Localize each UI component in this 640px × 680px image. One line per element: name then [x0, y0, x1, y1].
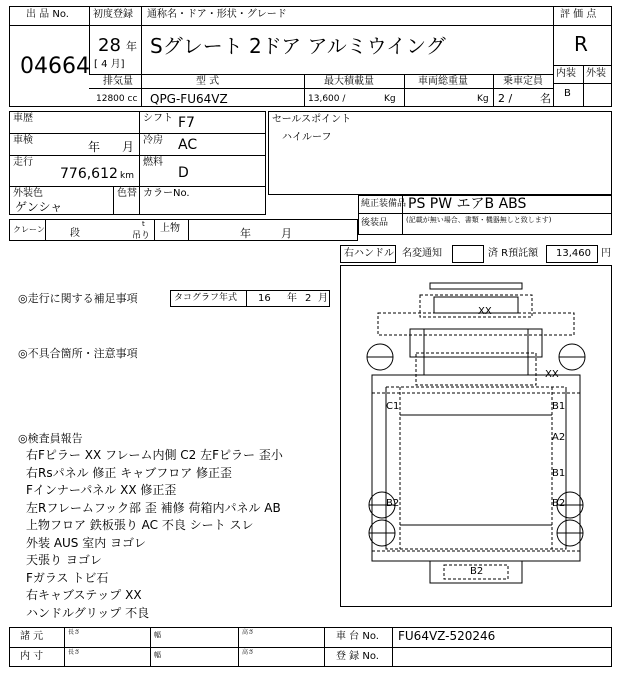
reg-label: 初度登録 — [93, 9, 133, 20]
name-change-label: 名変通知 — [402, 248, 442, 259]
report-line: Fインナーパネル XX 修正歪 — [26, 483, 177, 497]
name-change-box — [452, 245, 484, 263]
tacho-year-unit: 年 — [287, 293, 297, 304]
color-no-label: 色替 — [117, 188, 137, 199]
equipment-label: 純正装備品 — [361, 199, 407, 209]
report-line: 右Rsパネル 修正 キャブフロア 修正歪 — [26, 465, 233, 480]
mark-left-rear: B2 — [386, 498, 400, 509]
length-label: 長さ — [68, 629, 81, 636]
naigai-label: 内 寸 — [20, 651, 44, 662]
mark-cab-front: XX — [478, 306, 492, 317]
capacity-label: 乗車定員 — [503, 76, 543, 87]
inspection-month: 月 — [122, 140, 135, 154]
max-load-label: 最大積載量 — [324, 76, 374, 87]
report-line: 右キャブステップ XX — [26, 588, 142, 602]
upper-year: 年 — [240, 227, 251, 240]
inspector-label: ◎検査員報告 — [18, 432, 83, 445]
eval-label: 評 価 点 — [560, 9, 597, 20]
sales-point-label: セールスポイント — [272, 114, 352, 125]
fuel: D — [178, 165, 189, 181]
reg-year-unit: 年 — [126, 40, 137, 53]
mark-right-front: XX — [545, 369, 559, 380]
max-load-unit: Kg — [384, 94, 396, 104]
handle: 右ハンドル — [344, 248, 394, 259]
report-line: 上物フロア 鉄板張り AC 不良 シート スレ — [26, 518, 254, 532]
width-label: 幅 — [154, 631, 161, 639]
truck-outline — [340, 265, 612, 607]
inspector-report — [26, 446, 283, 621]
mileage-label: 走行 — [13, 157, 33, 168]
ac: AC — [178, 137, 198, 153]
displacement: 12800 cc — [96, 94, 138, 104]
report-line: 右Fピラー XX フレーム内側 C2 左Fピラー 歪小 — [26, 448, 283, 462]
tacho-label: タコグラフ年式 — [174, 293, 238, 303]
history-label: 車歴 — [13, 113, 33, 124]
recycle-label: 済 R預託額 — [488, 248, 539, 259]
length-label-2: 長さ — [68, 649, 81, 656]
tacho-month: 2 — [305, 293, 312, 304]
color-label: 外装色 — [13, 188, 43, 199]
aftermarket-note: (記載が無い場合、書類・機器無しと致します) — [406, 216, 552, 224]
mark-right-side-top: B1 — [552, 401, 566, 412]
report-line: 左Rフレームフック部 歪 補修 荷箱内パネル AB — [26, 500, 281, 515]
aftermarket-label: 後装品 — [361, 218, 389, 228]
mileage-unit: km — [120, 171, 134, 181]
shoryo-label: 諸 元 — [20, 631, 44, 642]
shift: F7 — [178, 115, 195, 131]
upper-month: 月 — [281, 227, 292, 240]
tacho-year: 16 — [258, 293, 271, 304]
sales-point: ハイルーフ — [282, 132, 332, 143]
mark-rear: B2 — [470, 566, 484, 577]
max-load: 13,600 / — [308, 94, 346, 104]
tacho-month-unit: 月 — [318, 293, 328, 304]
reg-no-label: 登 録 No. — [336, 651, 379, 662]
mileage: 776,612 — [60, 166, 118, 182]
height-label-2: 高さ — [242, 649, 255, 656]
gross-weight-label: 車両総重量 — [418, 76, 468, 87]
mark-left-side: C1 — [386, 401, 400, 412]
report-line: Fガラス トビ石 — [26, 570, 109, 585]
defects-label: ◎不具合箇所・注意事項 — [18, 347, 138, 360]
color: ゲンシャ — [15, 200, 63, 214]
gross-unit: Kg — [477, 94, 489, 104]
model-name: Sグレート 2ドア アルミウイング — [150, 34, 446, 58]
model-code: QPG-FU64VZ — [150, 92, 228, 106]
fuel-label: 燃料 — [143, 157, 163, 168]
mark-right-side-mid: A2 — [552, 432, 566, 443]
crane-ton: t — [142, 220, 145, 228]
driving-label: ◎走行に関する補足事項 — [18, 292, 138, 305]
chassis-label: 車 台 No. — [336, 631, 379, 642]
lot-label: 出 品 No. — [26, 9, 69, 20]
lot-number: 04664 — [20, 54, 90, 79]
reg-month: [ 4 月] — [94, 59, 125, 70]
interior-label: 内装 — [556, 68, 576, 79]
crane-stage: 段 — [70, 228, 80, 239]
height-label: 高さ — [242, 629, 255, 636]
capacity-unit: 名 — [540, 92, 551, 105]
recycle-amount: 13,460 — [556, 248, 591, 259]
inspection-year: 年 — [88, 140, 101, 154]
mark-right-side-low: B1 — [552, 468, 566, 479]
upper-label: 上物 — [160, 223, 180, 234]
equipment: PS PW エアB ABS — [408, 196, 527, 212]
model-header: 通称名・ドア・形状・グレード — [147, 9, 287, 20]
capacity: 2 / — [498, 92, 513, 105]
eval-score: R — [574, 32, 588, 56]
crane-hang: 吊り — [132, 231, 151, 241]
reg-year: 28 — [98, 35, 121, 56]
exterior-label: 外装 — [586, 68, 606, 79]
inspection-label: 車検 — [13, 135, 33, 146]
chassis: FU64VZ-520246 — [398, 629, 496, 643]
color-code-label: カラーNo. — [143, 188, 190, 199]
report-line: 天張り ヨゴレ — [26, 553, 102, 567]
width-label-2: 幅 — [154, 651, 161, 659]
model-label: 型 式 — [196, 76, 220, 87]
displacement-label: 排気量 — [103, 76, 133, 87]
interior-grade: B — [564, 88, 571, 99]
crane-label: クレーン — [13, 225, 45, 234]
ac-label: 冷房 — [143, 135, 163, 146]
mark-right-rear: B2 — [552, 498, 566, 509]
report-line: ハンドルグリップ 不良 — [26, 605, 150, 620]
recycle-unit: 円 — [601, 248, 611, 259]
report-line: 外装 AUS 室内 ヨゴレ — [26, 535, 147, 550]
shift-label: シフト — [143, 113, 173, 124]
